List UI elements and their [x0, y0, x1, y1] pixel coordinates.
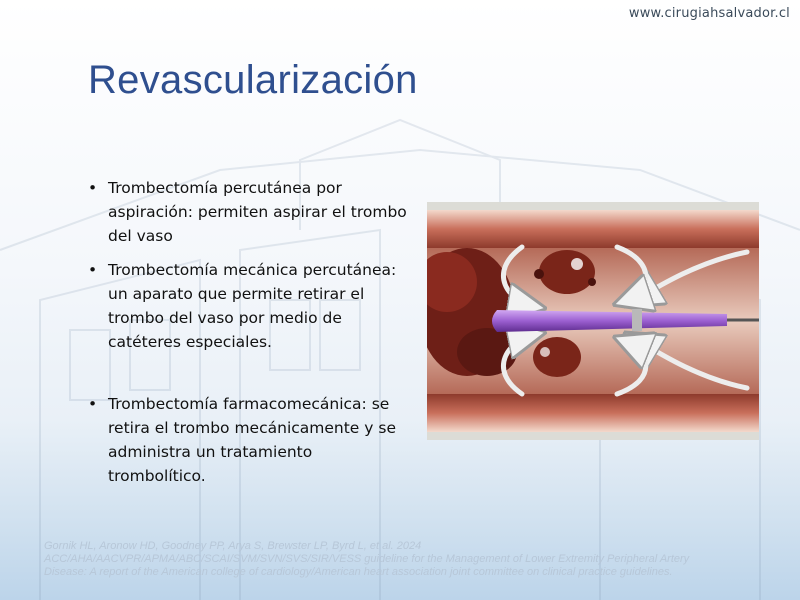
bullet-icon: • — [88, 395, 98, 413]
vessel-wall-top — [427, 210, 759, 248]
bullet-icon: • — [88, 179, 98, 197]
bullet-item — [88, 392, 408, 488]
reference-line: ACC/AHA/AACVPR/APMA/ABC/SCAI/SVM/SVN/SVS/SIR/VESS guideline for the Management of Lower Extremity Peripheral Artery — [44, 553, 690, 565]
bullet-text: Trombectomía percutánea por aspiración: permiten aspirar el trombo del vaso — [108, 179, 407, 245]
bullet-item — [88, 258, 408, 354]
thrombectomy-illustration — [427, 202, 759, 440]
reference-line: Disease: A report of the American college of cardiology/American heart association joint committee on clinical practice guidelines. — [44, 566, 673, 578]
bullet-item — [88, 176, 408, 248]
bullet-icon: • — [88, 261, 98, 279]
website-url: www.cirugiahsalvador.cl — [628, 6, 790, 21]
reference-citation — [44, 540, 774, 579]
vessel-wall-bottom — [427, 394, 759, 432]
bullet-list — [88, 176, 408, 498]
bullet-text: Trombectomía mecánica percutánea: un aparato que permite retirar el trombo del vaso por medio de catéteres especiales. — [108, 261, 397, 351]
slide-title: Revascularización — [88, 58, 418, 102]
bullet-text: Trombectomía farmacomecánica: se retira el trombo mecánicamente y se administra un tratamiento trombolítico. — [108, 395, 396, 485]
reference-line: Gornik HL, Aronow HD, Goodney PP, Arya S, Brewster LP, Byrd L, et al. 2024 — [44, 540, 422, 552]
